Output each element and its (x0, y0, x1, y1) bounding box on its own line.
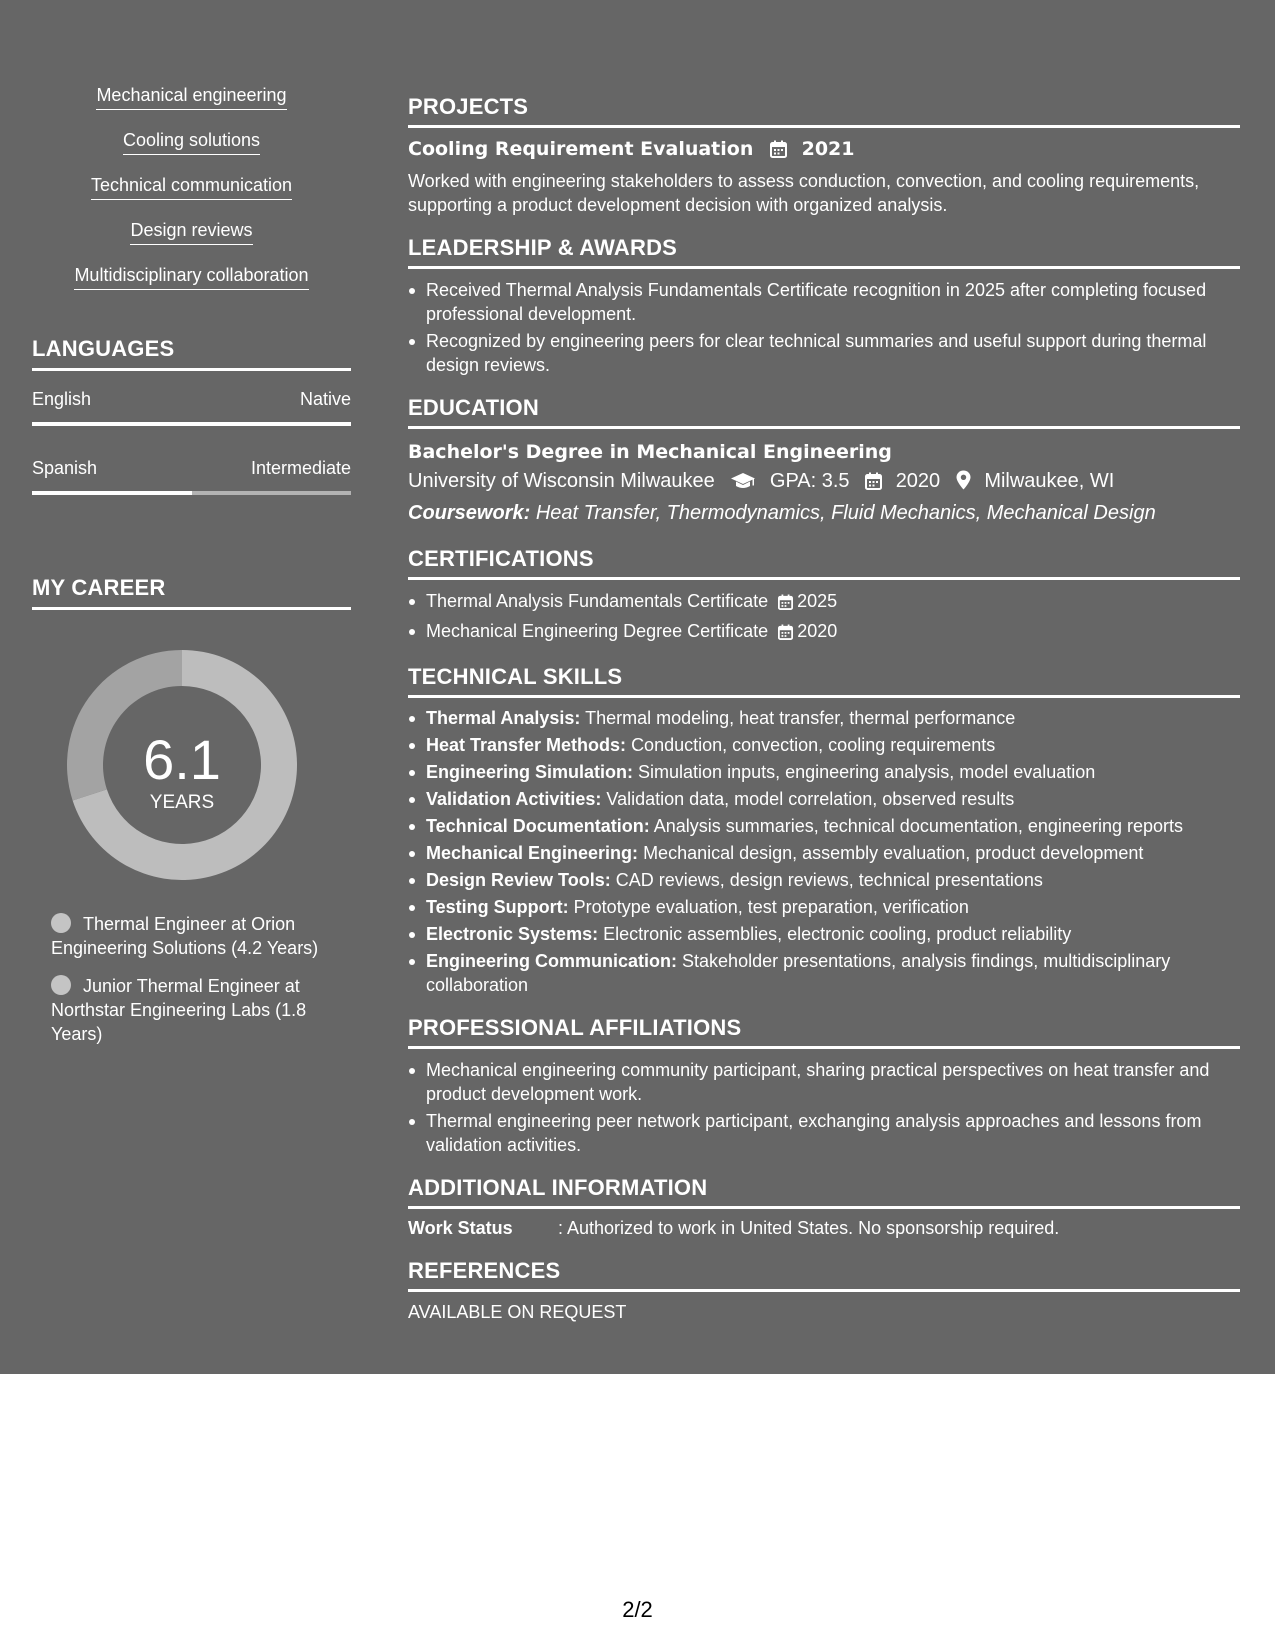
work-status-label: Work Status (408, 1218, 513, 1238)
certification-item: Mechanical Engineering Degree Certificate 2020 (408, 619, 1240, 646)
skill-item: Engineering Communication: Stakeholder presentations, analysis findings, multidisciplinary collaboration (408, 949, 1240, 997)
language-bar-fill (32, 422, 351, 426)
calendar-icon (778, 622, 793, 646)
skill-item: Validation Activities: Validation data, model correlation, observed results (408, 787, 1240, 811)
coursework-list: Heat Transfer, Thermodynamics, Fluid Mechanics, Mechanical Design (535, 502, 1156, 524)
education-heading: EDUCATION (408, 395, 1240, 429)
references-text: AVAILABLE ON REQUEST (408, 1302, 627, 1322)
language-bar-fill (32, 491, 192, 495)
language-bar (32, 491, 351, 495)
career-heading: MY CAREER (32, 575, 351, 610)
projects-heading: PROJECTS (408, 94, 1240, 128)
education-section (408, 395, 1240, 528)
skill-tag[interactable]: Cooling solutions (32, 129, 351, 156)
affiliations-section (408, 1015, 1240, 1157)
language-level: Native (299, 389, 351, 409)
language-name: English (32, 389, 92, 409)
skill-tag[interactable]: Multidisciplinary collaboration (32, 264, 351, 291)
project-description: Worked with engineering stakeholders to assess conduction, convection, and cooling requirements, supporting a product development decision with organized analysis. (408, 171, 1200, 215)
skill-tag[interactable]: Technical communication (32, 174, 351, 201)
projects-section (408, 94, 1240, 217)
skill-item: Design Review Tools: CAD reviews, design reviews, technical presentations (408, 868, 1240, 892)
project-title: Cooling Requirement Evaluation (408, 138, 754, 160)
list-item: Recognized by engineering peers for clear technical summaries and useful support during thermal design reviews. (408, 329, 1240, 377)
list-item: Mechanical engineering community participant, sharing practical perspectives on heat transfer and product development work. (408, 1058, 1240, 1106)
skill-item: Mechanical Engineering: Mechanical design, assembly evaluation, product development (408, 841, 1240, 865)
location-pin-icon (956, 470, 971, 498)
career-item: Thermal Engineer at Orion Engineering Solutions (4.2 Years) (51, 914, 319, 958)
references-heading: REFERENCES (408, 1258, 1240, 1292)
career-donut-chart (67, 650, 297, 880)
skill-item: Thermal Analysis: Thermal modeling, heat transfer, thermal performance (408, 706, 1240, 730)
certification-item: Thermal Analysis Fundamentals Certificate 2025 (408, 589, 1240, 616)
school-location: Milwaukee, WI (984, 470, 1115, 492)
coursework (408, 498, 1240, 528)
certifications-heading: CERTIFICATIONS (408, 546, 1240, 580)
career-legend (51, 912, 321, 1046)
gpa: GPA: 3.5 (769, 470, 850, 492)
skill-tag[interactable]: Mechanical engineering (32, 84, 351, 111)
skill-item: Electronic Systems: Electronic assemblies, electronic cooling, product reliability (408, 922, 1240, 946)
skill-item: Engineering Simulation: Simulation inputs, engineering analysis, model evaluation (408, 760, 1240, 784)
main-content (408, 94, 1240, 1341)
additional-info-heading: ADDITIONAL INFORMATION (408, 1175, 1240, 1209)
references-section (408, 1258, 1240, 1323)
skill-item: Heat Transfer Methods: Conduction, convection, cooling requirements (408, 733, 1240, 757)
list-item: Received Thermal Analysis Fundamentals Certificate recognition in 2025 after completing focused professional development. (408, 278, 1240, 326)
coursework-label: Coursework: (408, 502, 531, 524)
leadership-section (408, 235, 1240, 377)
sidebar (32, 84, 351, 1060)
certifications-section (408, 546, 1240, 646)
skill-item: Testing Support: Prototype evaluation, test preparation, verification (408, 895, 1240, 919)
affiliations-heading: PROFESSIONAL AFFILIATIONS (408, 1015, 1240, 1049)
education-meta (408, 467, 1240, 498)
languages-heading: LANGUAGES (32, 336, 351, 371)
calendar-icon (865, 470, 882, 498)
leadership-heading: LEADERSHIP & AWARDS (408, 235, 1240, 269)
work-status-value: : Authorized to work in United States. No sponsorship required. (558, 1218, 1060, 1238)
project-title-row (408, 137, 1240, 164)
calendar-icon (770, 140, 787, 164)
graduation-year: 2020 (895, 470, 941, 492)
technical-skills-section (408, 664, 1240, 997)
legend-dot-icon (51, 975, 71, 995)
career-item: Junior Thermal Engineer at Northstar Engineering Labs (1.8 Years) (51, 976, 307, 1044)
page-number: 2/2 (622, 1597, 653, 1622)
skill-tags (32, 84, 351, 291)
language-english (32, 387, 351, 426)
language-bar (32, 422, 351, 426)
calendar-icon (778, 592, 793, 616)
school-name: University of Wisconsin Milwaukee (408, 470, 715, 492)
language-spanish (32, 456, 351, 495)
career-total-years: 6.1 (143, 728, 221, 791)
language-level: Intermediate (250, 458, 351, 478)
additional-info-section (408, 1175, 1240, 1240)
career-years-unit: YEARS (149, 792, 215, 813)
graduation-cap-icon (730, 470, 756, 498)
technical-skills-heading: TECHNICAL SKILLS (408, 664, 1240, 698)
skill-item: Technical Documentation: Analysis summaries, technical documentation, engineering reports (408, 814, 1240, 838)
language-name: Spanish (32, 458, 98, 478)
legend-dot-icon (51, 913, 71, 933)
project-year: 2021 (801, 138, 855, 160)
work-status-row (408, 1216, 1240, 1240)
skill-tag[interactable]: Design reviews (32, 219, 351, 246)
list-item: Thermal engineering peer network participant, exchanging analysis approaches and lessons from validation activities. (408, 1109, 1240, 1157)
degree-title: Bachelor's Degree in Mechanical Engineering (408, 441, 892, 463)
